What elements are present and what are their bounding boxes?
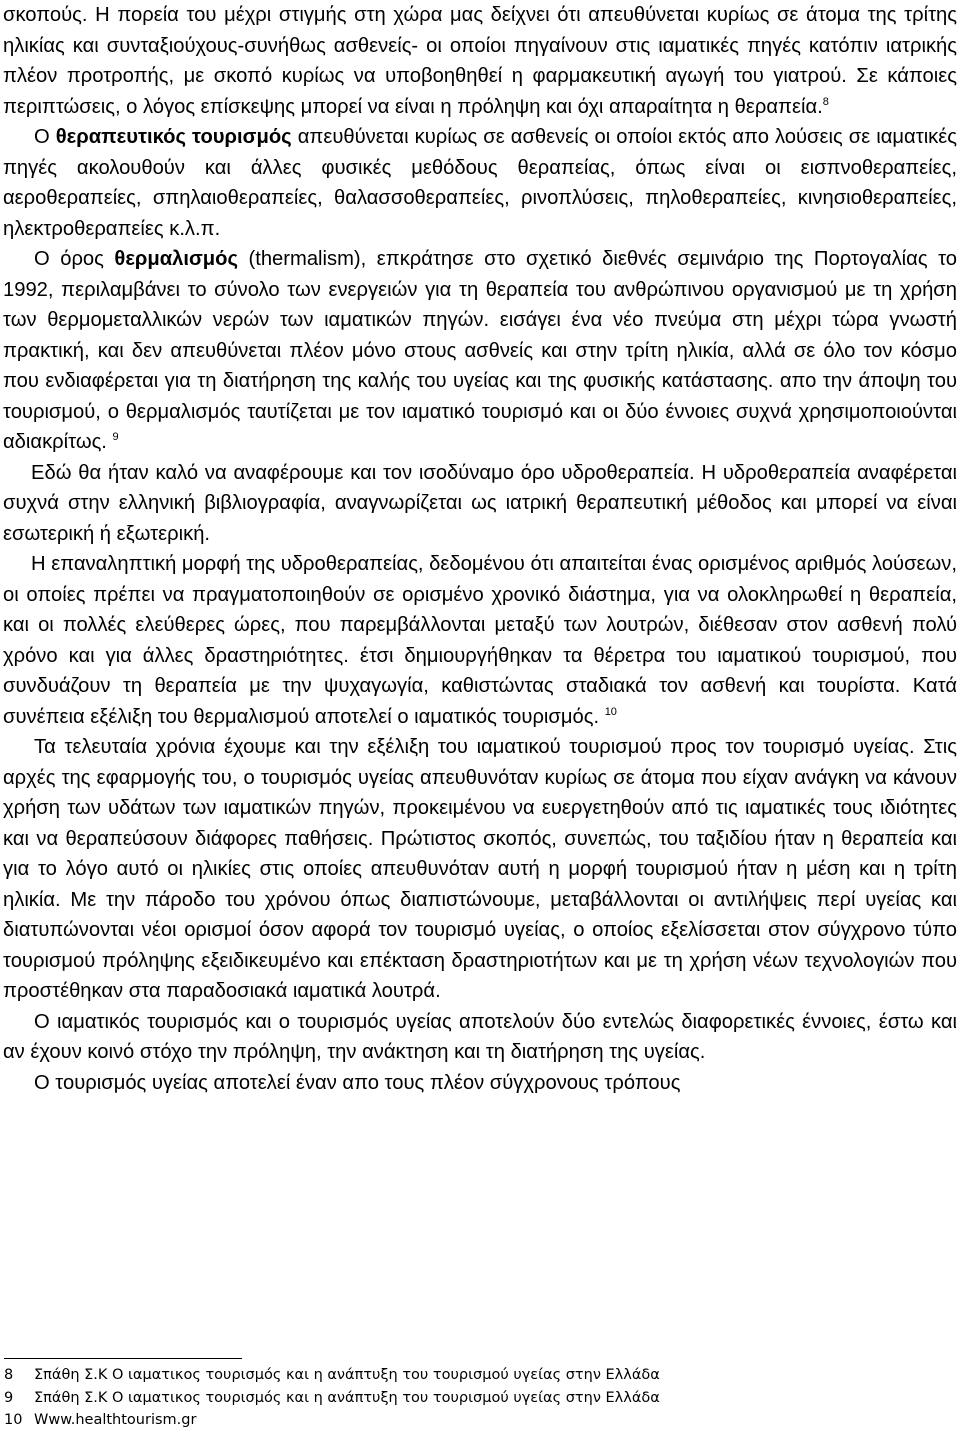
paragraph-repetitive-form <box>3 549 957 732</box>
paragraph-1-text: σκοπούς. Η πορεία του μέχρι στιγμής στη χώρα μας δείχνει ότι απευθύνεται κυρίως σε άτομα της τρίτης ηλικίας και συνταξιούχους-συνήθως ασθενείς- οι οποίοι πηγαίνουν στις ιαματικές πηγές κατόπιν ιατρικής πλέον προτροπής, με σκοπό κυρίως να υποβοηθηθεί η φαρμακευτική αγωγή του γιατρού. Σε κάποιες περιπτώσεις, ο λόγος επίσκεψης μπορεί να είναι η πρόληψη και όχι απαραίτητα η θεραπεία. <box>3 4 957 118</box>
footnote-number: 8 <box>4 1367 14 1383</box>
footnote-9 <box>4 1387 660 1410</box>
footnote-8 <box>4 1364 660 1387</box>
footnote-ref-8: 8 <box>822 95 829 108</box>
paragraph-5-text: Η επαναληπτική μορφή της υδροθεραπείας, δεδομένου ότι απαιτείται ένας ορισμένος αριθμός λούσεων, οι οποίες πρέπει να πραγματοποιηθούν σε ορισμένο χρονικό διάστημα, για να ολοκληρωθεί η θεραπεία, και οι πολλές ελεύθερες ώρες, που παρεμβάλλονται μεταξύ των λουτρών, διέθεσαν στον ασθενή πολύ χρόνο και για άλλες δραστηριότητες. έτσι δημιουργήθηκαν τα θέρετρα του ιαματικού τουρισμού, που συνδυάζουν τη θεραπεία με την ψυχαγωγία, καθιστώντας σταδιακά τον ασθενή και τουρίστα. Κατά συνέπεια εξέλιξη του θερμαλισμού αποτελεί ο ιαματικός τουρισμός. <box>3 553 957 728</box>
paragraph-1 <box>3 0 957 122</box>
paragraph-modern-ways: Ο τουρισμός υγείας αποτελεί έναν απο τους πλέον σύγχρονους τρόπους <box>34 1071 681 1094</box>
footnote-text: Σπάθη Σ.Κ Ο ιαματικος τουρισμός και η ανάπτυξη του τουρισμού υγείας στην Ελλάδα <box>34 1389 660 1406</box>
paragraph-therapeutic-tourism <box>3 122 957 244</box>
paragraph-3-text: (thermalism), επκράτησε στο σχετικό διεθνές σεμινάριο της Πορτογαλίας το 1992, περιλαμβάνει το σύνολο των ενεργειών για τη θεραπεία του ανθρώπινου οργανισμού με τη χρήση των θερμομεταλλικών νερών των ιαματικών πηγών. εισάγει ένα νέο πνεύμα στη μέχρι τώρα γνωστή πρακτική, και δεν απευθύνεται πλέον μόνο στους ασθνείς και στην τρίτη ηλικία, αλλά σε όλο τον κόσμο που ενδιαφέρεται για τη διατήρηση της καλής του υγείας και της φυσικής κατάστασης. απο την άποψη του τουρισμού, ο θερμαλισμός ταυτίζεται με τον ιαματικό τουρισμό και οι δύο έννοιες συχνά χρησιμοποιούνται αδιακρίτως. <box>3 248 957 453</box>
footnote-number: 10 <box>4 1412 23 1428</box>
footnote-separator <box>4 1358 242 1359</box>
paragraph-two-concepts: Ο ιαματικός τουρισμός και ο τουρισμός υγείας αποτελούν δύο εντελώς διαφορετικές έννοιες, έστω και αν έχουν κοινό στόχο την πρόληψη, την ανάκτηση και τη διατήρηση της υγείας. <box>3 1010 957 1063</box>
term-thermalism: θερμαλισμός <box>114 248 238 270</box>
footnotes <box>4 1364 660 1432</box>
term-therapeutic-tourism: θεραπευτικός τουρισμός <box>55 126 292 148</box>
footnote-number: 9 <box>4 1389 14 1406</box>
paragraph-hydrotherapy: Εδώ θα ήταν καλό να αναφέρουμε και τον ισοδύναμο όρο υδροθεραπεία. Η υδροθεραπεία αναφέρεται συχνά στην ελληνική βιβλιογραφία, αναγνωρίζεται ως ιατρική θεραπευτική μέθοδος και μπορεί να είναι εσωτερική ή εξωτερική. <box>3 461 957 545</box>
footnote-ref-9: 9 <box>112 431 119 443</box>
paragraph-2-text: απευθύνεται κυρίως σε ασθενείς οι οποίοι εκτός απο λούσεις σε ιαματικές πηγές ακολουθούν και άλλες φυσικές μεθόδους θεραπείας, όπως είναι οι εισπνοθεραπείες, αεροθεραπείες, σπηλαιοθεραπείες, θαλασσοθεραπείες, ρινοπλύσεις, πηλοθεραπείες, κινησιοθεραπείες, ηλεκτροθεραπείες κ.λ.π. <box>3 126 958 240</box>
footnote-ref-10: 10 <box>604 705 617 718</box>
paragraph-health-tourism-evolution: Τα τελευταία χρόνια έχουμε και την εξέλιξη του ιαματικού τουρισμού προς τον τουρισμό υγείας. Στις αρχές της εφαρμογής του, ο τουρισμός υγείας απευθυνόταν κυρίως σε άτομα που είχαν ανάγκη να κάνουν χρήση των υδάτων των ιαματικών πηγών, προκειμένου να ευεργετηθούν από τις ιαματικές τους ιδιότητες και να θεραπεύσουν διάφορες παθήσεις. Πρώτιστος σκοπός, συνεπώς, του ταξιδίου ήταν η θεραπεία και για το λόγο αυτό οι ηλικίες στις οποίες απευθυνόταν αυτή η μορφή τουρισμού ήταν η μέση και η τρίτη ηλικία. Με την πάροδο του χρόνου όπως διαπιστώνουμε, μεταβάλλονται οι αντιλήψεις περί υγείας και διατυπώνονται νέοι ορισμοί όσον αφορά τον τουρισμό υγείας, ο οποίος εξελίσσεται στον σύγχρονο τύπο τουρισμού πρόληψης εξειδικευμένο και επέκταση δραστηριοτήτων και με τη χρήση νέων τεχνολογιών που προστέθηκαν στα παραδοσιακά ιαματικά λουτρά. <box>3 736 957 1002</box>
footnote-link[interactable]: Www.healthtourism.gr <box>34 1412 197 1428</box>
paragraph-2-lead: Ο <box>34 126 50 148</box>
paragraph-thermalism <box>3 244 957 458</box>
document-page <box>3 0 957 1098</box>
footnote-text: Σπάθη Σ.Κ Ο ιαματικος τουρισμός και η ανάπτυξη του τουρισμού υγείας στην Ελλάδα <box>34 1367 660 1383</box>
footnote-10 <box>4 1409 660 1432</box>
paragraph-3-lead: Ο όρος <box>34 248 104 270</box>
